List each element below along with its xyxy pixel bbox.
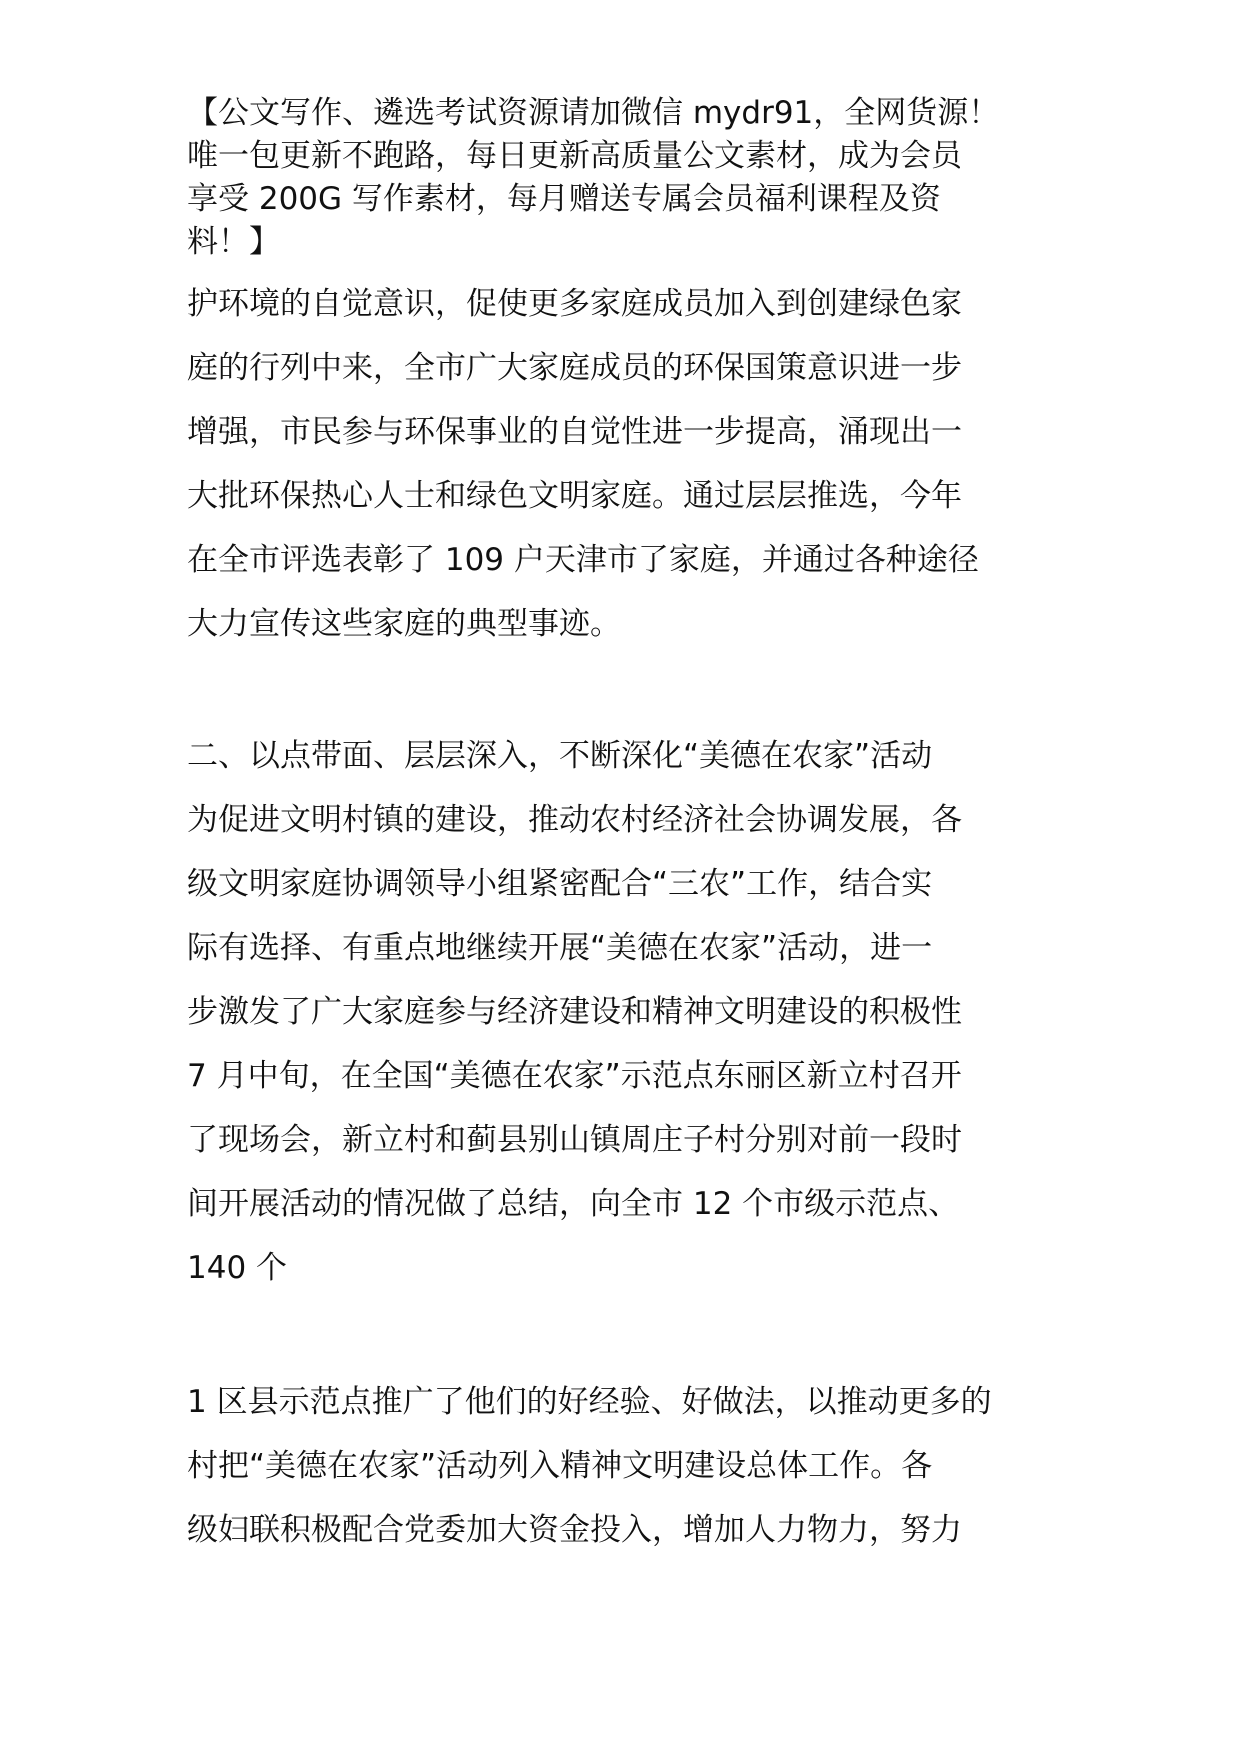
text-line: 1 区县示范点推广了他们的好经验、好做法，以推动更多的: [187, 1384, 992, 1420]
text-line: 增强，市民参与环保事业的自觉性进一步提高，涌现出一: [187, 414, 962, 450]
text-line: 级妇联积极配合党委加大资金投入，增加人力物力，努力: [187, 1512, 962, 1548]
text-line: 庭的行列中来，全市广大家庭成员的环保国策意识进一步: [187, 350, 962, 386]
text-line: 大力宣传这些家庭的典型事迹。: [187, 606, 621, 642]
text-line: 为促进文明村镇的建设，推动农村经济社会协调发展，各: [187, 802, 962, 838]
text-line: 护环境的自觉意识，促使更多家庭成员加入到创建绿色家: [187, 286, 962, 322]
text-line: 大批环保热心人士和绿色文明家庭。通过层层推选，今年: [187, 478, 962, 514]
text-line: 步激发了广大家庭参与经济建设和精神文明建设的积极性: [187, 994, 962, 1030]
text-line: 140 个: [187, 1250, 288, 1286]
banner-line: 享受 200G 写作素材，每月赠送专属会员福利课程及资: [187, 181, 941, 217]
text-line: 际有选择、有重点地继续开展“美德在农家”活动，进一: [187, 930, 933, 966]
banner-line: 【公文写作、遴选考试资源请加微信 mydr91，全网货源！: [187, 95, 1000, 131]
text-line: 7 月中旬，在全国“美德在农家”示范点东丽区新立村召开: [187, 1058, 962, 1094]
paragraph-virtue-in-farm-families: [187, 724, 1087, 1300]
text-line: 在全市评选表彰了 109 户天津市了家庭，并通过各种途径: [187, 542, 979, 578]
promo-banner: [187, 92, 1087, 264]
paragraph-green-families: [187, 272, 1087, 656]
paragraph-county-demonstration: [187, 1370, 1087, 1562]
banner-line: 唯一包更新不跑路，每日更新高质量公文素材，成为会员: [187, 138, 962, 174]
banner-line: 料！】: [187, 224, 280, 260]
section-heading-line: 二、以点带面、层层深入，不断深化“美德在农家”活动: [187, 738, 933, 774]
text-line: 级文明家庭协调领导小组紧密配合“三农”工作，结合实: [187, 866, 933, 902]
text-line: 了现场会，新立村和蓟县别山镇周庄子村分别对前一段时: [187, 1122, 962, 1158]
text-line: 村把“美德在农家”活动列入精神文明建设总体工作。各: [187, 1448, 933, 1484]
text-line: 间开展活动的情况做了总结，向全市 12 个市级示范点、: [187, 1186, 960, 1222]
